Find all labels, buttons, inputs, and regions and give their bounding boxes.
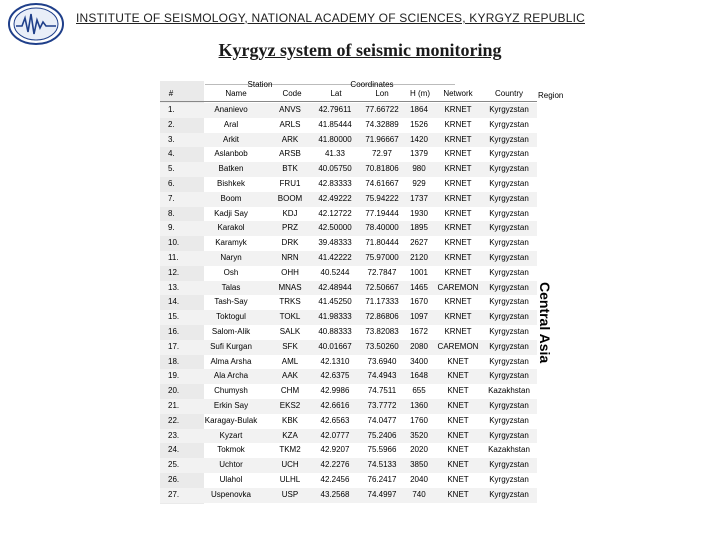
cell-name: Ananievo	[214, 105, 248, 114]
cell-lon: 73.82083	[365, 326, 399, 336]
cell-lon: 72.50667	[365, 282, 399, 292]
cell-h: 1737	[410, 193, 428, 203]
cell-lat: 42.6375	[320, 371, 350, 381]
cell-lat: 42.0777	[320, 430, 350, 440]
cell-country: Kyrgyzstan	[489, 164, 529, 174]
cell-h: 1379	[410, 149, 428, 159]
cell-h: 2040	[410, 474, 428, 484]
cell-num: 17.	[168, 341, 180, 351]
cell-h: 3850	[410, 460, 428, 470]
cell-country: Kyrgyzstan	[489, 415, 529, 425]
cell-code: TKM2	[279, 445, 301, 455]
cell-lon: 77.19444	[365, 208, 399, 218]
cell-country: Kyrgyzstan	[489, 149, 529, 159]
cell-num: 22.	[168, 415, 180, 425]
table-row	[160, 458, 537, 473]
cell-code: AML	[281, 356, 299, 366]
cell-lat: 42.48944	[318, 282, 352, 292]
page-title: Kyrgyz system of seismic monitoring	[218, 40, 502, 60]
cell-lon: 73.7772	[367, 400, 397, 410]
cell-network: KRNET	[444, 326, 472, 336]
table-row	[160, 414, 537, 429]
cell-h: 929	[412, 178, 426, 188]
cell-network: KNET	[447, 415, 469, 425]
cell-network: KNET	[447, 400, 469, 410]
cell-name: Erkin Say	[213, 400, 249, 410]
cell-network: KNET	[447, 386, 469, 396]
cell-lat: 43.2568	[320, 489, 350, 499]
cell-code: KDJ	[282, 208, 298, 218]
cell-country: Kyrgyzstan	[489, 267, 529, 277]
cell-code: OHH	[281, 267, 299, 277]
cell-lon: 72.86806	[365, 312, 399, 322]
cell-network: KNET	[447, 489, 469, 499]
cell-code: DRK	[281, 238, 299, 248]
cell-name: Toktogul	[216, 312, 246, 322]
cell-h: 1895	[410, 223, 428, 233]
table-row	[160, 399, 537, 414]
column-header-region: Region	[538, 91, 564, 100]
cell-h: 2020	[410, 445, 428, 455]
table-row	[160, 147, 537, 162]
table-row	[160, 133, 537, 148]
cell-network: KRNET	[444, 252, 472, 262]
cell-lat: 40.01667	[318, 341, 352, 351]
cell-num: 5.	[168, 164, 175, 174]
cell-country: Kyrgyzstan	[489, 105, 529, 114]
cell-lon: 74.32889	[365, 119, 399, 129]
cell-lon: 75.5966	[367, 445, 397, 455]
cell-h: 1648	[410, 371, 428, 381]
station-group-header: Station	[247, 80, 273, 89]
cell-network: KRNET	[444, 105, 472, 114]
cell-network: KNET	[447, 356, 469, 366]
cell-network: CAREMON	[437, 341, 479, 351]
cell-h: 1001	[410, 267, 428, 277]
cell-network: KRNET	[444, 149, 472, 159]
cell-name: Uspenovka	[210, 489, 252, 499]
cell-country: Kyrgyzstan	[489, 489, 529, 499]
table-row	[160, 266, 537, 281]
cell-lon: 74.4943	[367, 371, 397, 381]
cell-num: 14.	[168, 297, 180, 307]
cell-network: KNET	[447, 460, 469, 470]
column-header-code: Code	[282, 89, 302, 98]
cell-lat: 41.45250	[318, 297, 352, 307]
table-row	[160, 325, 537, 340]
cell-name: Bishkek	[216, 178, 245, 188]
cell-code: SFK	[282, 341, 298, 351]
cell-num: 8.	[168, 208, 175, 218]
cell-name: Karamyk	[215, 238, 247, 248]
cell-country: Kyrgyzstan	[489, 297, 529, 307]
cell-num: 15.	[168, 312, 180, 322]
cell-num: 24.	[168, 445, 180, 455]
region-label-text: Central Asia	[537, 282, 553, 364]
table-row	[160, 177, 537, 192]
cell-num: 18.	[168, 356, 180, 366]
cell-h: 2120	[410, 252, 428, 262]
cell-name: Tash-Say	[214, 297, 248, 307]
cell-lat: 42.2456	[320, 474, 350, 484]
cell-num: 10.	[168, 238, 180, 248]
cell-country: Kyrgyzstan	[489, 282, 529, 292]
column-header-name: Name	[225, 89, 247, 98]
cell-country: Kyrgyzstan	[489, 252, 529, 262]
cell-lon: 71.96667	[365, 134, 399, 144]
table-row	[160, 310, 537, 325]
cell-code: AAK	[281, 371, 298, 381]
cell-h: 980	[412, 164, 426, 174]
cell-lat: 42.49222	[318, 193, 352, 203]
cell-country: Kyrgyzstan	[489, 223, 529, 233]
cell-lat: 40.88333	[318, 326, 352, 336]
cell-lat: 42.6563	[320, 415, 350, 425]
cell-h: 1760	[410, 415, 428, 425]
cell-network: KNET	[447, 430, 469, 440]
cell-name: Chumysh	[214, 386, 248, 396]
cell-code: TRKS	[279, 297, 301, 307]
table-row	[160, 281, 537, 296]
table-row	[160, 443, 537, 458]
cell-name: Tokmok	[217, 445, 245, 455]
cell-code: TOKL	[279, 312, 301, 322]
cell-num: 16.	[168, 326, 180, 336]
cell-num: 27.	[168, 489, 180, 499]
cell-lon: 74.7511	[367, 386, 397, 396]
table-row	[160, 429, 537, 444]
table-row	[160, 192, 537, 207]
institute-name: INSTITUTE OF SEISMOLOGY, NATIONAL ACADEMY OF SCIENCES, KYRGYZ REPUBLIC	[76, 11, 585, 25]
cell-lon: 73.50260	[365, 341, 399, 351]
column-header-num: #	[168, 89, 174, 98]
cell-lat: 40.5244	[320, 267, 350, 277]
cell-lat: 39.48333	[318, 238, 352, 248]
cell-lon: 72.97	[371, 149, 393, 159]
cell-network: KRNET	[444, 178, 472, 188]
cell-num: 9.	[168, 223, 175, 233]
cell-name: Karakol	[217, 223, 245, 233]
cell-h: 2080	[410, 341, 428, 351]
cell-lat: 41.80000	[318, 134, 352, 144]
cell-country: Kyrgyzstan	[489, 119, 529, 129]
cell-h: 1420	[410, 134, 428, 144]
cell-lat: 41.98333	[318, 312, 352, 322]
cell-country: Kyrgyzstan	[489, 134, 529, 144]
cell-country: Kyrgyzstan	[489, 326, 529, 336]
cell-lon: 71.17333	[365, 297, 399, 307]
table-row	[160, 236, 537, 251]
cell-lat: 41.42222	[318, 252, 352, 262]
cell-name: Uchtor	[219, 460, 243, 470]
cell-h: 1930	[410, 208, 428, 218]
table-row	[160, 369, 537, 384]
table-row	[160, 162, 537, 177]
cell-h: 1672	[410, 326, 428, 336]
cell-code: UCH	[281, 460, 299, 470]
cell-name: Kyzart	[219, 430, 243, 440]
cell-code: KZA	[282, 430, 298, 440]
cell-name: Ulahol	[219, 474, 243, 484]
cell-lon: 75.97000	[365, 252, 399, 262]
column-header-lat: Lat	[330, 89, 342, 98]
cell-h: 1360	[410, 400, 428, 410]
cell-num: 11.	[168, 252, 179, 262]
cell-lon: 75.94222	[365, 193, 399, 203]
cell-code: BTK	[282, 164, 298, 174]
cell-network: KNET	[447, 474, 469, 484]
cell-h: 3520	[410, 430, 428, 440]
cell-num: 25.	[168, 460, 180, 470]
table-row	[160, 118, 537, 133]
cell-country: Kyrgyzstan	[489, 238, 529, 248]
column-header-network: Network	[443, 89, 473, 98]
cell-h: 1097	[410, 312, 428, 322]
cell-code: KBK	[281, 415, 298, 425]
table-row	[160, 251, 537, 266]
cell-lon: 73.6940	[367, 356, 397, 366]
cell-lat: 42.79611	[318, 105, 352, 114]
cell-lon: 71.80444	[365, 238, 399, 248]
cell-num: 13.	[168, 282, 180, 292]
cell-name: Naryn	[220, 252, 242, 262]
cell-code: SALK	[279, 326, 301, 336]
column-header-country: Country	[494, 89, 523, 98]
coordinates-group-header: Coordinates	[350, 80, 394, 89]
cell-country: Kazakhstan	[488, 445, 530, 455]
cell-lon: 74.0477	[367, 415, 397, 425]
cell-num: 3.	[168, 134, 175, 144]
cell-code: CHM	[280, 386, 300, 396]
cell-code: MNAS	[278, 282, 302, 292]
cell-num: 1.	[168, 105, 175, 114]
cell-code: EKS2	[279, 400, 301, 410]
region-label	[531, 282, 557, 362]
table-row	[160, 488, 537, 503]
cell-lon: 74.5133	[367, 460, 397, 470]
cell-network: KNET	[447, 371, 469, 381]
cell-num: 6.	[168, 178, 175, 188]
cell-name: Batken	[218, 164, 244, 174]
cell-num: 4.	[168, 149, 175, 159]
cell-lon: 70.81806	[365, 164, 399, 174]
cell-code: ARK	[281, 134, 299, 144]
cell-network: CAREMON	[437, 282, 479, 292]
cell-lat: 42.1310	[320, 356, 350, 366]
cell-code: ARSB	[279, 149, 301, 159]
cell-lat: 42.12722	[318, 208, 352, 218]
cell-code: ULHL	[279, 474, 301, 484]
cell-country: Kyrgyzstan	[489, 400, 529, 410]
cell-network: KRNET	[444, 119, 472, 129]
cell-h: 1670	[410, 297, 428, 307]
cell-name: Talas	[221, 282, 241, 292]
cell-country: Kyrgyzstan	[489, 460, 529, 470]
table-row	[160, 221, 537, 236]
cell-country: Kyrgyzstan	[489, 356, 529, 366]
table-row	[160, 355, 537, 370]
cell-name: Arkit	[223, 134, 239, 144]
cell-code: NRN	[281, 252, 299, 262]
cell-h: 2627	[410, 238, 428, 248]
cell-network: KRNET	[444, 193, 472, 203]
cell-num: 12.	[168, 267, 180, 277]
cell-country: Kyrgyzstan	[489, 430, 529, 440]
cell-lon: 74.4997	[367, 489, 397, 499]
svg-text:⋯: ⋯	[33, 38, 39, 44]
cell-h: 740	[412, 489, 426, 499]
cell-name: Aslanbob	[214, 149, 248, 159]
cell-num: 21.	[168, 400, 180, 410]
cell-lat: 40.05750	[318, 164, 352, 174]
cell-lon: 76.2417	[367, 474, 397, 484]
cell-name: Alma Arsha	[210, 356, 252, 366]
cell-network: KRNET	[444, 267, 472, 277]
cell-network: KRNET	[444, 208, 472, 218]
cell-lon: 72.7847	[367, 267, 397, 277]
cell-lon: 77.66722	[365, 105, 399, 114]
cell-country: Kyrgyzstan	[489, 341, 529, 351]
cell-num: 20.	[168, 386, 180, 396]
cell-network: KRNET	[444, 134, 472, 144]
table-row	[160, 384, 537, 399]
cell-h: 1465	[410, 282, 428, 292]
cell-country: Kyrgyzstan	[489, 474, 529, 484]
cell-num: 2.	[168, 119, 175, 129]
cell-code: PRZ	[282, 223, 298, 233]
cell-lat: 42.9986	[320, 386, 350, 396]
cell-code: ANVS	[279, 105, 301, 114]
cell-code: ARLS	[279, 119, 301, 129]
cell-num: 23.	[168, 430, 180, 440]
column-header-height: H (m)	[410, 89, 430, 98]
cell-code: USP	[281, 489, 299, 499]
cell-lat: 41.33	[324, 149, 346, 159]
cell-name: Osh	[223, 267, 239, 277]
cell-num: 7.	[168, 193, 175, 203]
cell-lat: 42.9207	[320, 445, 350, 455]
cell-code: BOOM	[277, 193, 303, 203]
cell-h: 1526	[410, 119, 428, 129]
cell-h: 3400	[410, 356, 428, 366]
cell-lon: 78.40000	[365, 223, 399, 233]
cell-network: KRNET	[444, 312, 472, 322]
cell-lat: 42.6616	[320, 400, 350, 410]
cell-country: Kyrgyzstan	[489, 193, 529, 203]
cell-name: Ala Archa	[213, 371, 249, 381]
cell-lon: 75.2406	[367, 430, 397, 440]
cell-country: Kyrgyzstan	[489, 312, 529, 322]
column-header-lon: Lon	[375, 89, 389, 98]
cell-country: Kyrgyzstan	[489, 208, 529, 218]
cell-lon: 74.61667	[365, 178, 399, 188]
cell-code: FRU1	[279, 178, 301, 188]
table-row	[160, 103, 537, 118]
cell-name: Kadji Say	[214, 208, 248, 218]
cell-network: KRNET	[444, 223, 472, 233]
cell-name: Salom-Alik	[211, 326, 251, 336]
cell-name: Sufi Kurgan	[210, 341, 252, 351]
cell-network: KNET	[447, 445, 469, 455]
cell-lat: 42.2276	[320, 460, 350, 470]
cell-name: Karagay-Bulak	[204, 415, 258, 425]
cell-network: KRNET	[444, 164, 472, 174]
station-table-body	[160, 103, 537, 503]
cell-network: KRNET	[444, 238, 472, 248]
header-separator	[160, 101, 537, 102]
cell-country: Kyrgyzstan	[489, 178, 529, 188]
cell-name: Boom	[220, 193, 242, 203]
cell-name: Aral	[223, 119, 239, 129]
cell-h: 1864	[410, 105, 428, 114]
cell-num: 26.	[168, 474, 180, 484]
cell-country: Kyrgyzstan	[489, 371, 529, 381]
table-row	[160, 340, 537, 355]
cell-lat: 42.83333	[318, 178, 352, 188]
table-row	[160, 295, 537, 310]
table-row	[160, 207, 537, 222]
cell-h: 655	[412, 386, 426, 396]
cell-network: KRNET	[444, 297, 472, 307]
cell-num: 19.	[168, 371, 180, 381]
table-row	[160, 473, 537, 488]
cell-lat: 41.85444	[318, 119, 352, 129]
cell-country: Kazakhstan	[488, 386, 530, 396]
cell-lat: 42.50000	[318, 223, 352, 233]
